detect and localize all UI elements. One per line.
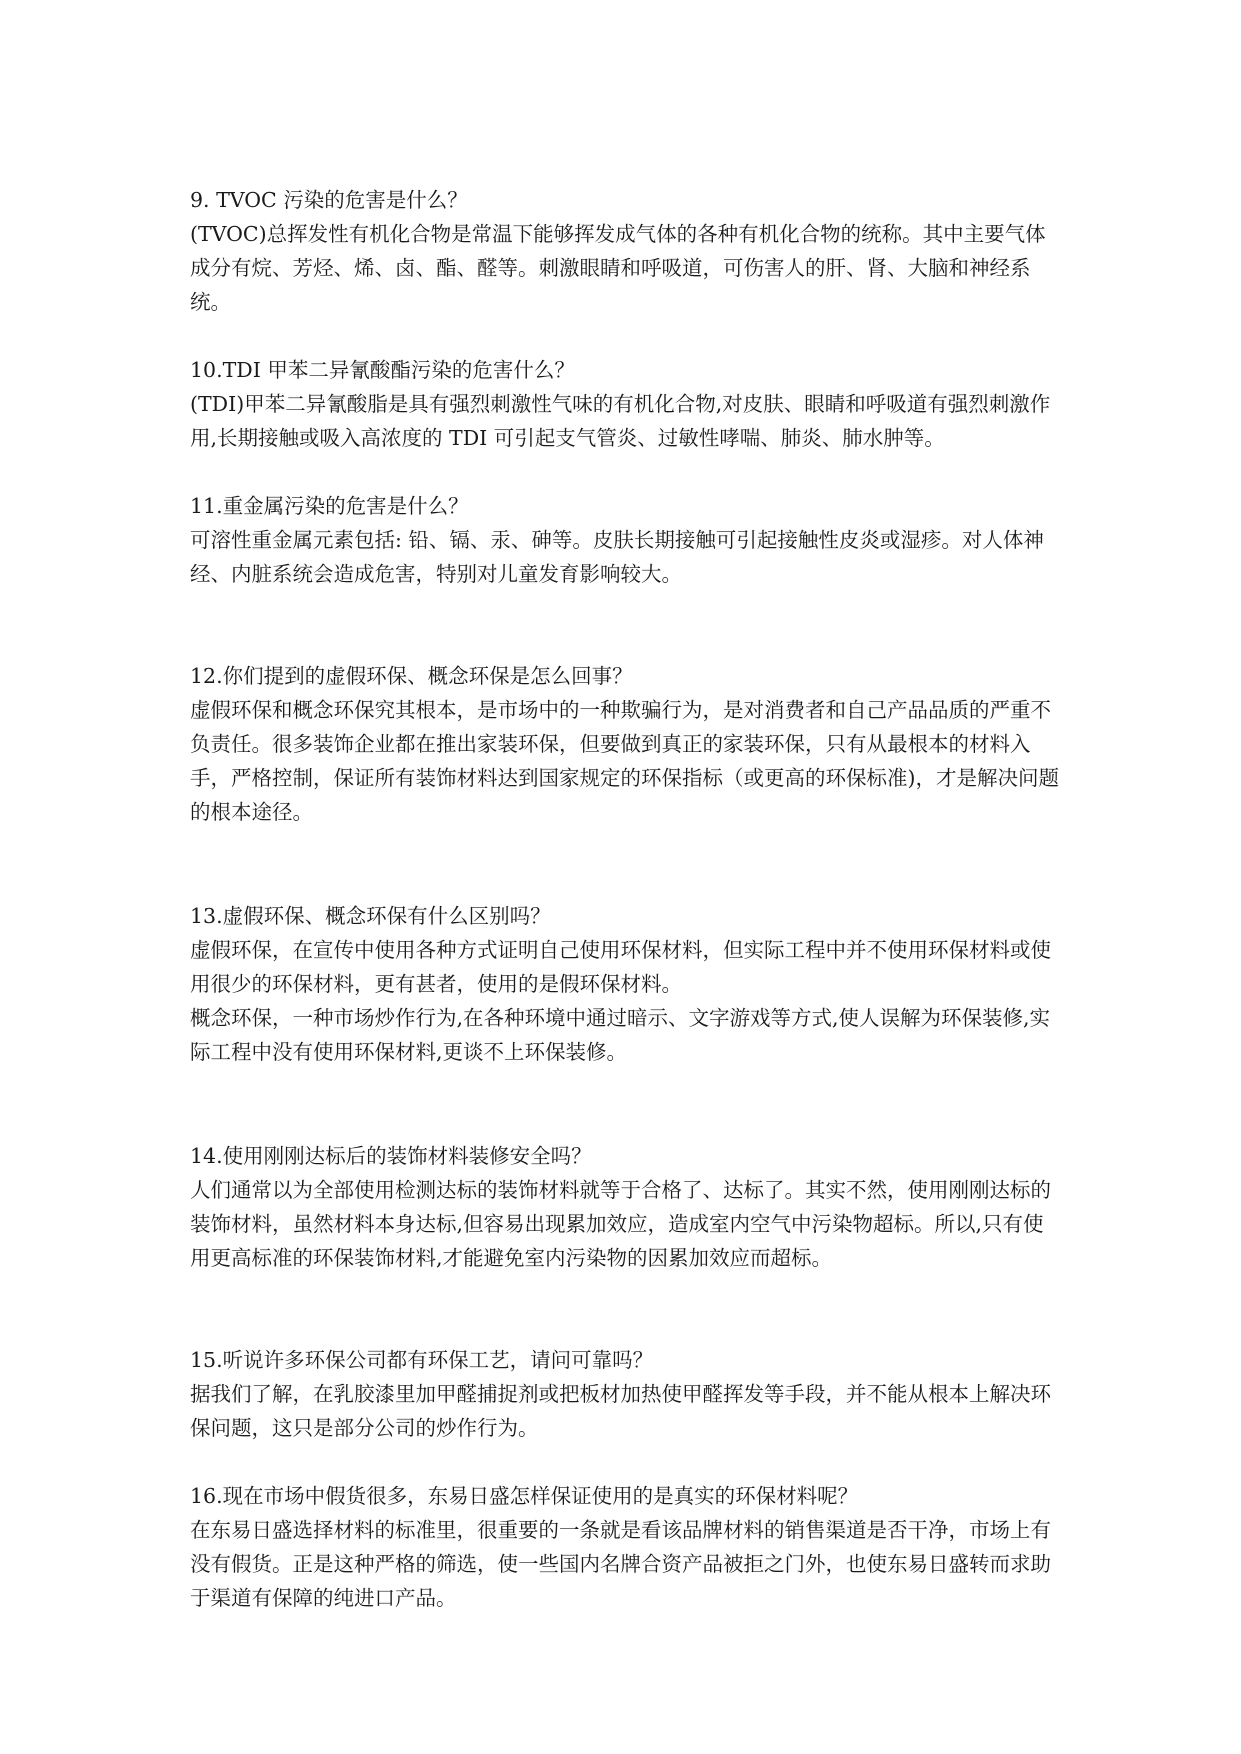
qa-item-13 — [190, 899, 1060, 1069]
document-page — [190, 183, 1060, 1615]
answer-text — [190, 933, 1060, 1069]
answer-paragraph: (TDI)甲苯二异氰酸脂是具有强烈刺激性气味的有机化合物,对皮肤、眼睛和呼吸道有强烈刺激作用,长期接触或吸入高浓度的 TDI 可引起支气管炎、过敏性哮喘、肺炎、肺水肿等。 — [190, 392, 1051, 450]
answer-paragraph: 人们通常以为全部使用检测达标的装饰材料就等于合格了、达标了。其实不然，使用刚刚达标的装饰材料，虽然材料本身达标,但容易出现累加效应，造成室内空气中污染物超标。所以,只有使用更高标准的环保装饰材料,才能避免室内污染物的因累加效应而超标。 — [190, 1178, 1051, 1270]
answer-paragraph: 虚假环保和概念环保究其根本，是市场中的一种欺骗行为，是对消费者和自己产品品质的严重不负责任。很多装饰企业都在推出家装环保，但要做到真正的家装环保，只有从最根本的材料入手，严格控制，保证所有装饰材料达到国家规定的环保指标（或更高的环保标准)，才是解决问题的根本途径。 — [190, 698, 1059, 824]
qa-item-10 — [190, 353, 1060, 455]
answer-paragraph: (TVOC)总挥发性有机化合物是常温下能够挥发成气体的各种有机化合物的统称。其中主要气体成分有烷、芳烃、烯、卤、酯、醛等。刺激眼睛和呼吸道，可伤害人的肝、肾、大脑和神经系统。 — [190, 222, 1046, 314]
answer-text — [190, 693, 1060, 829]
question-heading: 14.使用刚刚达标后的装饰材料装修安全吗？ — [190, 1144, 592, 1168]
answer-paragraph: 在东易日盛选择材料的标准里，很重要的一条就是看该品牌材料的销售渠道是否干净，市场上有没有假货。正是这种严格的筛选，使一些国内名牌合资产品被拒之门外，也使东易日盛转而求助于渠道有保障的纯进口产品。 — [190, 1518, 1051, 1610]
answer-text — [190, 387, 1060, 455]
answer-text — [190, 1513, 1060, 1615]
answer-paragraph: 可溶性重金属元素包括: 铅、镉、汞、砷等。皮肤长期接触可引起接触性皮炎或湿疹。对人体神经、内脏系统会造成危害，特别对儿童发育影响较大。 — [190, 528, 1044, 586]
question-heading: 11.重金属污染的危害是什么？ — [190, 494, 469, 518]
question-heading: 15.听说许多环保公司都有环保工艺，请问可靠吗？ — [190, 1348, 654, 1372]
answer-paragraph: 据我们了解，在乳胶漆里加甲醛捕捉剂或把板材加热使甲醛挥发等手段，并不能从根本上解决环保问题，这只是部分公司的炒作行为。 — [190, 1382, 1051, 1440]
qa-item-15 — [190, 1343, 1060, 1445]
answer-paragraph: 概念环保，一种市场炒作行为,在各种环境中通过暗示、文字游戏等方式,使人误解为环保装修,实际工程中没有使用环保材料,更谈不上环保装修。 — [190, 1006, 1051, 1064]
question-heading: 16.现在市场中假货很多，东易日盛怎样保证使用的是真实的环保材料呢？ — [190, 1484, 859, 1508]
qa-item-12 — [190, 659, 1060, 829]
qa-item-14 — [190, 1139, 1060, 1275]
answer-paragraph: 虚假环保，在宣传中使用各种方式证明自己使用环保材料，但实际工程中并不使用环保材料或使用很少的环保材料，更有甚者，使用的是假环保材料。 — [190, 938, 1051, 996]
answer-text — [190, 217, 1060, 319]
question-heading: 13.虚假环保、概念环保有什么区别吗？ — [190, 904, 551, 928]
question-heading: 9. TVOC 污染的危害是什么？ — [190, 188, 468, 212]
question-heading: 10.TDI 甲苯二异氰酸酯污染的危害什么？ — [190, 358, 575, 382]
qa-item-9 — [190, 183, 1060, 319]
question-heading: 12.你们提到的虚假环保、概念环保是怎么回事？ — [190, 664, 633, 688]
answer-text — [190, 523, 1060, 591]
answer-text — [190, 1173, 1060, 1275]
qa-item-16 — [190, 1479, 1060, 1615]
answer-text — [190, 1377, 1060, 1445]
qa-item-11 — [190, 489, 1060, 591]
